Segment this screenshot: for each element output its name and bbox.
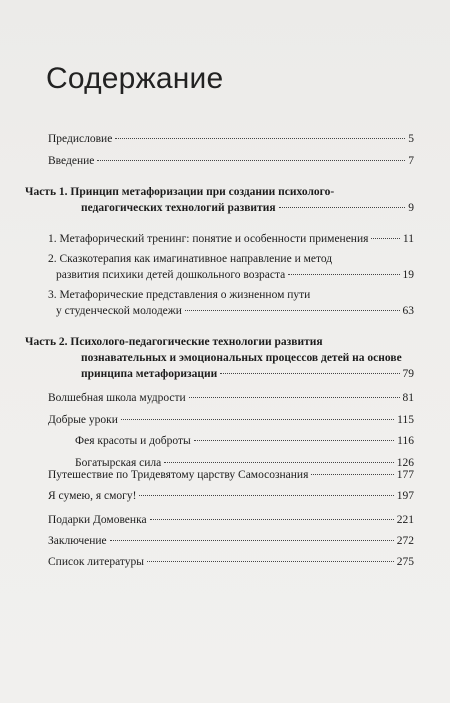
toc-entry-part1[interactable] (25, 184, 414, 216)
dot-leader (220, 372, 399, 374)
toc-title: Заключение (48, 535, 107, 547)
toc-entry-intro[interactable] (48, 153, 414, 169)
dot-leader (185, 309, 400, 311)
toc-page: 7 (408, 155, 414, 167)
toc-title-line: 2. Сказкотерапия как имагинативное направление и метод (48, 253, 333, 265)
dot-leader (97, 159, 405, 161)
toc-title-line: 3. Метафорические представления о жизненном пути (48, 289, 311, 301)
toc-page: 221 (396, 514, 414, 526)
dot-leader (189, 396, 400, 398)
toc-page: 79 (402, 368, 414, 380)
toc-title: Волшебная школа мудрости (48, 392, 186, 404)
toc-entry-chapter3[interactable] (48, 287, 414, 319)
toc-entry-school[interactable] (48, 390, 414, 406)
toc-page: 81 (402, 392, 414, 404)
toc-title: Я сумею, я смогу! (48, 490, 137, 502)
dot-leader (121, 418, 394, 420)
toc-title-line: Часть 1. Принцип метафоризации при создании психолого- (25, 186, 335, 198)
toc-entry-journey[interactable] (48, 467, 414, 483)
toc-title: 1. Метафорический тренинг: понятие и особенности применения (48, 233, 369, 245)
dot-leader (288, 273, 399, 275)
toc-title-line: у студенческой молодежи (56, 305, 182, 317)
toc-page: 19 (402, 269, 414, 281)
toc-title-line: принципа метафоризации (81, 368, 218, 380)
toc-entry-lessons[interactable] (48, 412, 414, 428)
toc-title: Богатырская сила (75, 457, 162, 469)
toc-page: 126 (396, 457, 414, 469)
dot-leader (110, 539, 394, 541)
toc-title: Путешествие по Тридевятому царству Самосознания (48, 469, 309, 481)
toc-entry-preface[interactable] (48, 131, 414, 147)
toc-entry-references[interactable] (48, 554, 414, 570)
dot-leader (115, 137, 405, 139)
toc-title-line: развития психики детей дошкольного возраста (56, 269, 286, 281)
toc-entry-chapter1[interactable] (48, 231, 414, 247)
toc-title: Добрые уроки (48, 414, 118, 426)
toc-title: Введение (48, 155, 95, 167)
dot-leader (371, 237, 400, 239)
toc-page: 197 (396, 490, 414, 502)
toc-title: Подарки Домовенка (48, 514, 147, 526)
toc-page: 115 (397, 414, 414, 426)
dot-leader (194, 439, 394, 441)
toc-title-line: педагогических технологий развития (81, 202, 276, 214)
toc-page: 5 (408, 133, 414, 145)
toc-page: 116 (397, 435, 414, 447)
dot-leader (164, 461, 393, 463)
toc-title-line: Часть 2. Психолого-педагогические технологии развития (25, 336, 323, 348)
dot-leader (139, 494, 393, 496)
toc-title: Предисловие (48, 133, 113, 145)
toc-page: 63 (402, 305, 414, 317)
toc-title: Список литературы (48, 556, 144, 568)
toc-page: 275 (396, 556, 414, 568)
dot-leader (150, 518, 394, 520)
dot-leader (279, 206, 406, 208)
toc-title: Фея красоты и доброты (75, 435, 191, 447)
toc-title-line: познавательных и эмоциональных процессов детей на основе (81, 352, 402, 364)
toc-entry-can[interactable] (48, 488, 414, 504)
toc-entry-part2[interactable] (25, 334, 414, 382)
dot-leader (311, 473, 393, 475)
page-title: Содержание (46, 62, 224, 95)
toc-entry-conclusion[interactable] (48, 533, 414, 549)
toc-entry-chapter2[interactable] (48, 251, 414, 283)
toc-page: 272 (396, 535, 414, 547)
toc-entry-gifts[interactable] (48, 512, 414, 528)
toc-entry-fairy[interactable] (75, 433, 414, 449)
toc-page: 11 (402, 233, 414, 245)
toc-page: 9 (408, 202, 414, 214)
toc-page: 177 (396, 469, 414, 481)
dot-leader (147, 560, 394, 562)
